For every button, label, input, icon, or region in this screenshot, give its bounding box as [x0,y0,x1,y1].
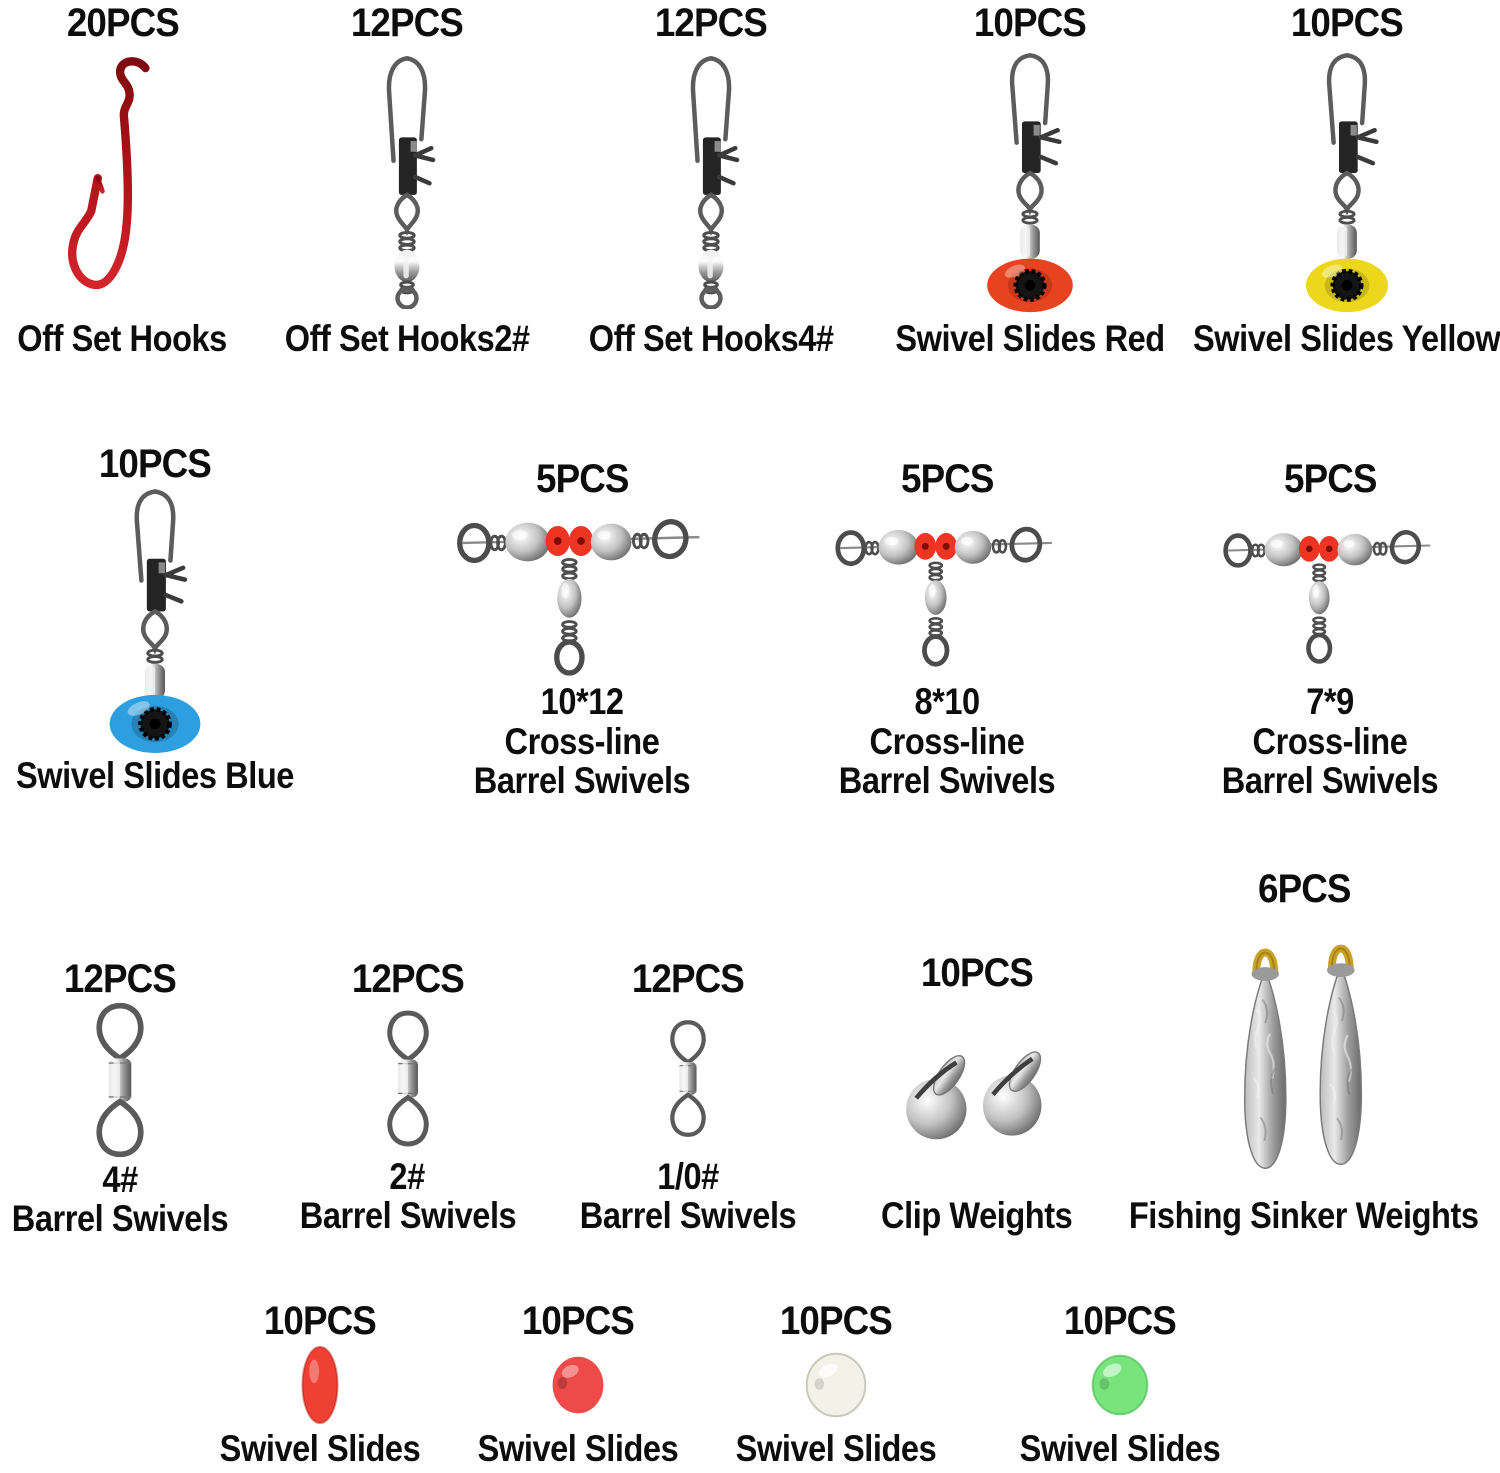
product-item-swivel-slides-bead-green [1000,1300,1240,1468]
bead-white-icon [786,1344,886,1426]
snap-swivel-icon [362,53,452,309]
item-label [1207,682,1453,800]
item-label-line: 1/0# [656,1155,719,1197]
item-label: Swivel Slides [219,1427,421,1469]
item-label-line: 10*12 [540,681,624,723]
product-item-clip-weights [848,952,1106,1235]
product-item-barrel-swivels-4 [0,957,240,1240]
item-count: 20PCS [66,1,179,45]
crossline-swivel-icon [451,506,713,676]
product-item-swivel-slides-yellow [1193,2,1500,358]
item-count: 10PCS [263,1299,377,1343]
item-label-line: 2# [389,1155,426,1197]
product-item-barrel-swivels-2 [290,958,525,1235]
item-label-line: Cross-line [1252,720,1408,762]
item-count: 10PCS [973,1,1087,45]
item-label: Swivel Slides [477,1427,679,1469]
product-item-cross-line-7-9 [1178,458,1482,800]
swivel-slide-blue-icon [96,486,214,754]
item-label: Swivel Slides Yellow [1192,317,1500,359]
item-label-line: Barrel Swivels [11,1198,229,1240]
swivel-slide-red-icon [972,50,1088,313]
product-item-swivel-slides-blue [10,443,300,795]
product-item-off-set-hooks-2 [262,2,552,358]
item-label [459,682,705,800]
item-label: Clip Weights [881,1194,1073,1236]
product-item-off-set-hooks-4 [566,2,856,358]
item-count: 12PCS [351,957,464,1001]
clip-weights-icon [897,1045,1057,1144]
product-item-cross-line-10-12 [428,458,736,800]
item-count: 10PCS [521,1299,635,1343]
item-count: 5PCS [900,457,994,501]
item-count: 6PCS [1257,867,1351,911]
bead-green-icon [1070,1344,1170,1426]
item-label-line: Barrel Swivels [473,759,691,801]
item-label-line: 4# [102,1159,138,1200]
product-item-cross-line-8-10 [793,458,1101,800]
item-count: 12PCS [631,957,744,1001]
item-label: Off Set Hooks2# [284,317,530,359]
item-count: 12PCS [350,1,464,45]
swivel-slide-yellow-icon [1289,50,1405,313]
item-label [0,1160,243,1238]
item-count: 10PCS [779,1299,893,1343]
item-label-line: 7*9 [1306,681,1354,723]
item-label: Fishing Sinker Weights [1129,1194,1479,1236]
item-label [285,1157,531,1235]
item-label: Swivel Slides Blue [16,754,294,796]
product-item-swivel-slides-bead-red-round [458,1300,698,1468]
item-count: 10PCS [1290,1,1403,45]
item-count: 12PCS [63,957,177,1001]
product-item-barrel-swivels-1-0 [570,958,805,1235]
product-item-off-set-hooks [0,2,245,358]
item-label-line: Barrel Swivels [838,759,1056,801]
item-label [565,1157,811,1235]
item-label-line: Cross-line [504,720,660,762]
barrel-swivel-icon [379,1008,437,1149]
item-label: Off Set Hooks [17,317,228,359]
item-label-line: 8*10 [914,681,980,723]
item-count: 5PCS [1283,457,1377,501]
product-item-swivel-slides-red [880,2,1180,358]
item-label-line: Barrel Swivels [579,1194,796,1236]
item-label: Swivel Slides [1019,1427,1221,1469]
sinker-weights-icon [1223,925,1385,1180]
item-label-line: Barrel Swivels [299,1194,516,1236]
item-count: 5PCS [535,457,629,501]
item-count: 10PCS [1063,1299,1177,1343]
item-label: Off Set Hooks4# [588,317,834,359]
item-label: Swivel Slides Red [895,317,1165,359]
bead-red-oval-icon [270,1344,370,1426]
offset-hook-icon [67,55,179,307]
product-item-fishing-sinker-weights [1108,868,1500,1235]
snap-swivel-icon [666,53,756,309]
item-label: Swivel Slides [735,1427,937,1469]
barrel-swivel-icon [87,1000,153,1160]
crossline-swivel-icon [830,515,1064,667]
item-label-line: Barrel Swivels [1221,759,1439,801]
crossline-swivel-icon [1218,519,1442,664]
item-label [824,682,1070,800]
item-count: 10PCS [98,442,212,486]
item-count: 12PCS [654,1,768,45]
product-item-swivel-slides-bead-white [716,1300,956,1468]
bead-red-round-icon [528,1344,628,1426]
item-count: 10PCS [920,951,1034,995]
item-label-line: Cross-line [869,720,1025,762]
barrel-swivel-icon [663,1018,713,1139]
product-item-swivel-slides-bead-red-oval [200,1300,440,1468]
